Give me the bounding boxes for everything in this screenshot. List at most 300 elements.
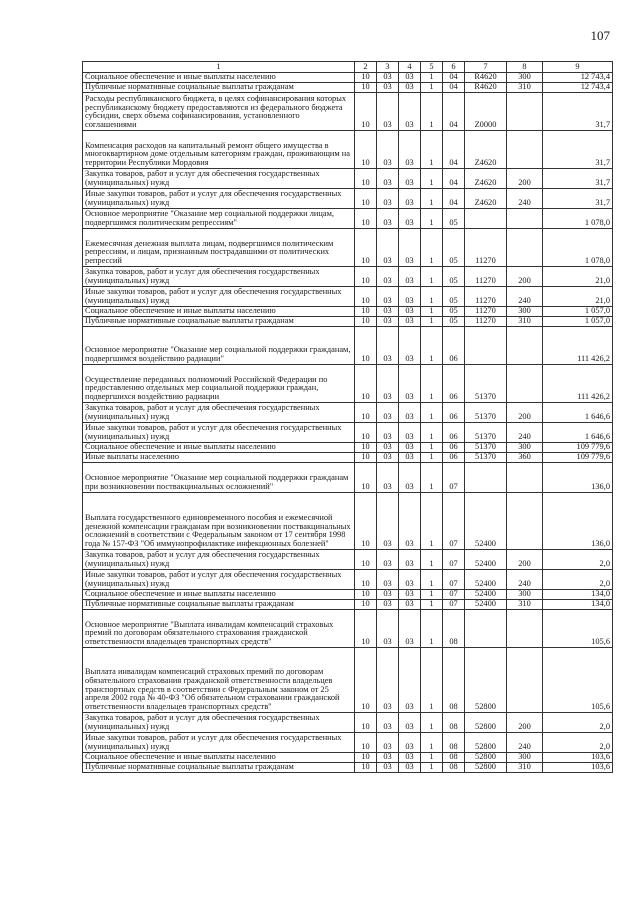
row-c3-cell: 03 bbox=[377, 550, 399, 570]
row-c8-cell: 200 bbox=[507, 267, 543, 287]
row-c3-cell: 03 bbox=[377, 493, 399, 550]
row-c7-cell: Z4620 bbox=[465, 131, 507, 169]
row-c8-cell bbox=[507, 209, 543, 229]
row-c5-cell: 1 bbox=[421, 327, 443, 365]
row-c3-cell: 03 bbox=[377, 463, 399, 493]
row-c4-cell: 03 bbox=[399, 648, 421, 713]
row-c7-cell: 51370 bbox=[465, 423, 507, 443]
row-c2-cell: 10 bbox=[355, 317, 377, 327]
row-c4-cell: 03 bbox=[399, 753, 421, 763]
row-c9-cell: 136,0 bbox=[543, 493, 613, 550]
row-c3-cell: 03 bbox=[377, 423, 399, 443]
row-c5-cell: 1 bbox=[421, 209, 443, 229]
row-c4-cell: 03 bbox=[399, 83, 421, 93]
row-c2-cell: 10 bbox=[355, 307, 377, 317]
row-c2-cell: 10 bbox=[355, 267, 377, 287]
row-c9-cell: 109 779,6 bbox=[543, 443, 613, 453]
row-c9-cell: 21,0 bbox=[543, 287, 613, 307]
row-name-cell: Иные закупки товаров, работ и услуг для обеспечения государственных (муниципальных) нужд bbox=[83, 423, 355, 443]
column-header: 6 bbox=[443, 62, 465, 73]
row-c7-cell bbox=[465, 610, 507, 648]
row-c3-cell: 03 bbox=[377, 287, 399, 307]
row-name-cell: Иные выплаты населению bbox=[83, 453, 355, 463]
row-c2-cell: 10 bbox=[355, 733, 377, 753]
row-c6-cell: 07 bbox=[443, 590, 465, 600]
row-c4-cell: 03 bbox=[399, 493, 421, 550]
table-row bbox=[83, 610, 613, 648]
row-name-cell: Закупка товаров, работ и услуг для обеспечения государственных (муниципальных) нужд bbox=[83, 713, 355, 733]
row-c4-cell: 03 bbox=[399, 209, 421, 229]
row-name-cell: Закупка товаров, работ и услуг для обеспечения государственных (муниципальных) нужд bbox=[83, 169, 355, 189]
row-name-cell: Иные закупки товаров, работ и услуг для обеспечения государственных (муниципальных) нужд bbox=[83, 570, 355, 590]
row-c9-cell: 12 743,4 bbox=[543, 73, 613, 83]
row-c4-cell: 03 bbox=[399, 610, 421, 648]
row-c9-cell: 105,6 bbox=[543, 648, 613, 713]
row-c5-cell: 1 bbox=[421, 648, 443, 713]
row-c6-cell: 07 bbox=[443, 463, 465, 493]
row-c8-cell bbox=[507, 131, 543, 169]
table-row bbox=[83, 365, 613, 403]
row-c4-cell: 03 bbox=[399, 131, 421, 169]
row-c9-cell: 12 743,4 bbox=[543, 83, 613, 93]
row-c6-cell: 07 bbox=[443, 570, 465, 590]
row-c6-cell: 06 bbox=[443, 365, 465, 403]
row-c4-cell: 03 bbox=[399, 713, 421, 733]
row-c8-cell: 310 bbox=[507, 600, 543, 610]
row-name-cell: Основное мероприятие "Оказание мер социальной поддержки гражданам при возникновении поствакцинальных осложнений" bbox=[83, 463, 355, 493]
column-header: 4 bbox=[399, 62, 421, 73]
row-c5-cell: 1 bbox=[421, 287, 443, 307]
row-c5-cell: 1 bbox=[421, 229, 443, 267]
row-c2-cell: 10 bbox=[355, 209, 377, 229]
row-c9-cell: 31,7 bbox=[543, 169, 613, 189]
page-number: 107 bbox=[590, 28, 610, 43]
row-c2-cell: 10 bbox=[355, 713, 377, 733]
row-c3-cell: 03 bbox=[377, 131, 399, 169]
row-c3-cell: 03 bbox=[377, 713, 399, 733]
row-c3-cell: 03 bbox=[377, 590, 399, 600]
row-c8-cell: 310 bbox=[507, 317, 543, 327]
row-c6-cell: 05 bbox=[443, 317, 465, 327]
table-row bbox=[83, 550, 613, 570]
table-row bbox=[83, 713, 613, 733]
row-c5-cell: 1 bbox=[421, 753, 443, 763]
row-c2-cell: 10 bbox=[355, 753, 377, 763]
row-c3-cell: 03 bbox=[377, 267, 399, 287]
table-row bbox=[83, 73, 613, 83]
row-c7-cell: 11270 bbox=[465, 287, 507, 307]
row-c8-cell: 240 bbox=[507, 287, 543, 307]
row-c5-cell: 1 bbox=[421, 189, 443, 209]
row-c8-cell: 310 bbox=[507, 763, 543, 773]
row-c8-cell bbox=[507, 93, 543, 131]
row-c8-cell: 240 bbox=[507, 189, 543, 209]
row-c9-cell: 1 646,6 bbox=[543, 403, 613, 423]
row-c3-cell: 03 bbox=[377, 453, 399, 463]
table-row bbox=[83, 453, 613, 463]
row-c8-cell: 240 bbox=[507, 570, 543, 590]
column-header: 9 bbox=[543, 62, 613, 73]
row-c7-cell: 11270 bbox=[465, 267, 507, 287]
row-c6-cell: 07 bbox=[443, 600, 465, 610]
table-row bbox=[83, 423, 613, 443]
table-row bbox=[83, 189, 613, 209]
row-c4-cell: 03 bbox=[399, 189, 421, 209]
table-row bbox=[83, 763, 613, 773]
row-c6-cell: 06 bbox=[443, 403, 465, 423]
row-c7-cell: R4620 bbox=[465, 73, 507, 83]
row-c2-cell: 10 bbox=[355, 365, 377, 403]
table-row bbox=[83, 443, 613, 453]
row-c8-cell: 200 bbox=[507, 713, 543, 733]
row-c7-cell: 52400 bbox=[465, 570, 507, 590]
row-c2-cell: 10 bbox=[355, 610, 377, 648]
row-c7-cell: 11270 bbox=[465, 307, 507, 317]
row-c4-cell: 03 bbox=[399, 229, 421, 267]
row-c9-cell: 105,6 bbox=[543, 610, 613, 648]
row-c3-cell: 03 bbox=[377, 403, 399, 423]
row-name-cell: Основное мероприятие "Выплата инвалидам компенсаций страховых премий по договорам обязательного страхования гражданской ответственности владельцев транспортных средств" bbox=[83, 610, 355, 648]
row-c8-cell bbox=[507, 648, 543, 713]
row-c9-cell: 134,0 bbox=[543, 600, 613, 610]
row-c2-cell: 10 bbox=[355, 403, 377, 423]
row-c9-cell: 1 646,6 bbox=[543, 423, 613, 443]
row-c9-cell: 1 078,0 bbox=[543, 229, 613, 267]
row-c8-cell bbox=[507, 463, 543, 493]
row-c7-cell: 51370 bbox=[465, 365, 507, 403]
row-c3-cell: 03 bbox=[377, 189, 399, 209]
row-c4-cell: 03 bbox=[399, 307, 421, 317]
row-c8-cell: 300 bbox=[507, 73, 543, 83]
row-name-cell: Публичные нормативные социальные выплаты гражданам bbox=[83, 600, 355, 610]
row-c7-cell: 52400 bbox=[465, 493, 507, 550]
table-row bbox=[83, 287, 613, 307]
row-c6-cell: 04 bbox=[443, 73, 465, 83]
row-c8-cell: 300 bbox=[507, 443, 543, 453]
table-row bbox=[83, 648, 613, 713]
row-c3-cell: 03 bbox=[377, 753, 399, 763]
row-c8-cell: 360 bbox=[507, 453, 543, 463]
row-c3-cell: 03 bbox=[377, 570, 399, 590]
row-c6-cell: 06 bbox=[443, 327, 465, 365]
row-c6-cell: 04 bbox=[443, 169, 465, 189]
table-row bbox=[83, 753, 613, 763]
row-c2-cell: 10 bbox=[355, 453, 377, 463]
row-c7-cell: Z4620 bbox=[465, 169, 507, 189]
row-name-cell: Социальное обеспечение и иные выплаты населению bbox=[83, 73, 355, 83]
row-c6-cell: 07 bbox=[443, 550, 465, 570]
row-c4-cell: 03 bbox=[399, 287, 421, 307]
row-c5-cell: 1 bbox=[421, 93, 443, 131]
row-c5-cell: 1 bbox=[421, 403, 443, 423]
row-c4-cell: 03 bbox=[399, 327, 421, 365]
table-row bbox=[83, 169, 613, 189]
row-c2-cell: 10 bbox=[355, 443, 377, 453]
row-c7-cell: 51370 bbox=[465, 443, 507, 453]
row-c2-cell: 10 bbox=[355, 229, 377, 267]
row-c3-cell: 03 bbox=[377, 610, 399, 648]
row-name-cell: Социальное обеспечение и иные выплаты населению bbox=[83, 753, 355, 763]
row-c6-cell: 08 bbox=[443, 763, 465, 773]
table-row bbox=[83, 83, 613, 93]
row-c9-cell: 2,0 bbox=[543, 570, 613, 590]
row-c6-cell: 06 bbox=[443, 423, 465, 443]
row-c5-cell: 1 bbox=[421, 763, 443, 773]
row-c7-cell: 52400 bbox=[465, 550, 507, 570]
row-name-cell: Публичные нормативные социальные выплаты гражданам bbox=[83, 317, 355, 327]
row-c7-cell: R4620 bbox=[465, 83, 507, 93]
row-c9-cell: 31,7 bbox=[543, 93, 613, 131]
row-c4-cell: 03 bbox=[399, 73, 421, 83]
row-c6-cell: 08 bbox=[443, 713, 465, 733]
row-c4-cell: 03 bbox=[399, 763, 421, 773]
row-c3-cell: 03 bbox=[377, 763, 399, 773]
row-c2-cell: 10 bbox=[355, 327, 377, 365]
row-c7-cell: Z4620 bbox=[465, 189, 507, 209]
row-c8-cell: 200 bbox=[507, 169, 543, 189]
row-c5-cell: 1 bbox=[421, 570, 443, 590]
row-name-cell: Осуществление переданных полномочий Российской Федерации по предоставлению отдельных мер социальной поддержки граждан, подвергшихся воздействию радиации bbox=[83, 365, 355, 403]
row-c5-cell: 1 bbox=[421, 267, 443, 287]
row-name-cell: Расходы республиканского бюджета, в целях софинансирования которых республиканскому бюджету предоставляются из федерального бюджета субсидии, сверх объема софинансирования, установленного соглашениями bbox=[83, 93, 355, 131]
row-c3-cell: 03 bbox=[377, 443, 399, 453]
row-c6-cell: 05 bbox=[443, 307, 465, 317]
row-c9-cell: 1 057,0 bbox=[543, 317, 613, 327]
row-c7-cell: 11270 bbox=[465, 317, 507, 327]
row-c2-cell: 10 bbox=[355, 570, 377, 590]
row-c5-cell: 1 bbox=[421, 733, 443, 753]
row-c9-cell: 2,0 bbox=[543, 713, 613, 733]
row-c3-cell: 03 bbox=[377, 169, 399, 189]
row-c2-cell: 10 bbox=[355, 600, 377, 610]
row-c7-cell: 52800 bbox=[465, 733, 507, 753]
row-c3-cell: 03 bbox=[377, 600, 399, 610]
row-c3-cell: 03 bbox=[377, 209, 399, 229]
row-c2-cell: 10 bbox=[355, 83, 377, 93]
row-c4-cell: 03 bbox=[399, 423, 421, 443]
row-c6-cell: 05 bbox=[443, 229, 465, 267]
row-c5-cell: 1 bbox=[421, 610, 443, 648]
row-c5-cell: 1 bbox=[421, 317, 443, 327]
row-c5-cell: 1 bbox=[421, 463, 443, 493]
row-c8-cell: 240 bbox=[507, 733, 543, 753]
row-c2-cell: 10 bbox=[355, 550, 377, 570]
row-c4-cell: 03 bbox=[399, 365, 421, 403]
row-c2-cell: 10 bbox=[355, 189, 377, 209]
row-c4-cell: 03 bbox=[399, 590, 421, 600]
row-c8-cell: 200 bbox=[507, 403, 543, 423]
row-name-cell: Закупка товаров, работ и услуг для обеспечения государственных (муниципальных) нужд bbox=[83, 267, 355, 287]
row-c3-cell: 03 bbox=[377, 733, 399, 753]
table-row bbox=[83, 590, 613, 600]
row-c6-cell: 07 bbox=[443, 493, 465, 550]
row-c5-cell: 1 bbox=[421, 493, 443, 550]
row-c3-cell: 03 bbox=[377, 327, 399, 365]
row-c5-cell: 1 bbox=[421, 443, 443, 453]
row-c6-cell: 05 bbox=[443, 287, 465, 307]
row-c3-cell: 03 bbox=[377, 365, 399, 403]
row-c7-cell: 52800 bbox=[465, 763, 507, 773]
row-c4-cell: 03 bbox=[399, 169, 421, 189]
row-name-cell: Публичные нормативные социальные выплаты гражданам bbox=[83, 83, 355, 93]
row-name-cell: Иные закупки товаров, работ и услуг для обеспечения государственных (муниципальных) нужд bbox=[83, 733, 355, 753]
row-c8-cell bbox=[507, 229, 543, 267]
row-c2-cell: 10 bbox=[355, 131, 377, 169]
row-c7-cell: 52800 bbox=[465, 713, 507, 733]
row-name-cell: Публичные нормативные социальные выплаты гражданам bbox=[83, 763, 355, 773]
row-c6-cell: 08 bbox=[443, 733, 465, 753]
row-c4-cell: 03 bbox=[399, 403, 421, 423]
row-c5-cell: 1 bbox=[421, 453, 443, 463]
row-c8-cell bbox=[507, 327, 543, 365]
row-c2-cell: 10 bbox=[355, 493, 377, 550]
row-name-cell: Основное мероприятие "Оказание мер социальной поддержки лицам, подвергшимся политическим репрессиям" bbox=[83, 209, 355, 229]
table-row bbox=[83, 570, 613, 590]
row-name-cell: Выплата инвалидам компенсаций страховых премий по договорам обязательного страхования гражданской ответственности владельцев транспортных средств в соответствии с Федеральным законом от 25 апреля 2002 года № 40-ФЗ "Об обязательном страховании гражданской ответственности владельцев транспортных средств" bbox=[83, 648, 355, 713]
row-c2-cell: 10 bbox=[355, 93, 377, 131]
row-c5-cell: 1 bbox=[421, 713, 443, 733]
column-header: 5 bbox=[421, 62, 443, 73]
table-row bbox=[83, 317, 613, 327]
table-header-row bbox=[83, 62, 613, 73]
row-c5-cell: 1 bbox=[421, 131, 443, 169]
row-c5-cell: 1 bbox=[421, 590, 443, 600]
row-c3-cell: 03 bbox=[377, 83, 399, 93]
row-c9-cell: 111 426,2 bbox=[543, 327, 613, 365]
row-c9-cell: 2,0 bbox=[543, 733, 613, 753]
row-c7-cell bbox=[465, 209, 507, 229]
row-c7-cell: 11270 bbox=[465, 229, 507, 267]
row-name-cell: Закупка товаров, работ и услуг для обеспечения государственных (муниципальных) нужд bbox=[83, 550, 355, 570]
row-name-cell: Ежемесячная денежная выплата лицам, подвергшимся политическим репрессиям, и лицам, признанным пострадавшими от политических репрессий bbox=[83, 229, 355, 267]
row-c7-cell: 51370 bbox=[465, 453, 507, 463]
table-row bbox=[83, 93, 613, 131]
row-c2-cell: 10 bbox=[355, 648, 377, 713]
row-c4-cell: 03 bbox=[399, 93, 421, 131]
row-c5-cell: 1 bbox=[421, 550, 443, 570]
row-c4-cell: 03 bbox=[399, 570, 421, 590]
row-c6-cell: 04 bbox=[443, 189, 465, 209]
row-c7-cell: 52400 bbox=[465, 600, 507, 610]
row-c8-cell: 310 bbox=[507, 83, 543, 93]
row-c8-cell: 200 bbox=[507, 550, 543, 570]
row-c6-cell: 04 bbox=[443, 93, 465, 131]
table-row bbox=[83, 733, 613, 753]
row-c2-cell: 10 bbox=[355, 73, 377, 83]
column-header: 3 bbox=[377, 62, 399, 73]
row-c7-cell: 52800 bbox=[465, 753, 507, 763]
row-c6-cell: 04 bbox=[443, 131, 465, 169]
table-row bbox=[83, 229, 613, 267]
row-c8-cell: 300 bbox=[507, 590, 543, 600]
table-row bbox=[83, 209, 613, 229]
row-c7-cell: 51370 bbox=[465, 403, 507, 423]
table-body bbox=[83, 73, 613, 773]
table-row bbox=[83, 493, 613, 550]
row-c6-cell: 05 bbox=[443, 209, 465, 229]
row-c2-cell: 10 bbox=[355, 463, 377, 493]
row-name-cell: Социальное обеспечение и иные выплаты населению bbox=[83, 307, 355, 317]
table-row bbox=[83, 327, 613, 365]
column-header: 1 bbox=[83, 62, 355, 73]
row-c9-cell: 136,0 bbox=[543, 463, 613, 493]
row-c7-cell: 52800 bbox=[465, 648, 507, 713]
row-c8-cell: 300 bbox=[507, 307, 543, 317]
row-c5-cell: 1 bbox=[421, 365, 443, 403]
row-c3-cell: 03 bbox=[377, 317, 399, 327]
row-c3-cell: 03 bbox=[377, 93, 399, 131]
row-c2-cell: 10 bbox=[355, 287, 377, 307]
row-name-cell: Иные закупки товаров, работ и услуг для обеспечения государственных (муниципальных) нужд bbox=[83, 189, 355, 209]
row-name-cell: Социальное обеспечение и иные выплаты населению bbox=[83, 590, 355, 600]
row-c5-cell: 1 bbox=[421, 73, 443, 83]
row-c8-cell bbox=[507, 365, 543, 403]
row-c9-cell: 103,6 bbox=[543, 763, 613, 773]
row-c9-cell: 109 779,6 bbox=[543, 453, 613, 463]
row-c4-cell: 03 bbox=[399, 267, 421, 287]
row-c7-cell bbox=[465, 463, 507, 493]
row-c9-cell: 103,6 bbox=[543, 753, 613, 763]
budget-table bbox=[82, 61, 613, 773]
row-name-cell: Иные закупки товаров, работ и услуг для обеспечения государственных (муниципальных) нужд bbox=[83, 287, 355, 307]
row-c3-cell: 03 bbox=[377, 307, 399, 317]
row-c4-cell: 03 bbox=[399, 463, 421, 493]
row-c3-cell: 03 bbox=[377, 229, 399, 267]
row-c9-cell: 2,0 bbox=[543, 550, 613, 570]
row-c9-cell: 21,0 bbox=[543, 267, 613, 287]
row-name-cell: Компенсация расходов на капитальный ремонт общего имущества в многоквартирном доме отдельным категориям граждан, проживающим на территории Республики Мордовия bbox=[83, 131, 355, 169]
row-c9-cell: 1 078,0 bbox=[543, 209, 613, 229]
table-row bbox=[83, 131, 613, 169]
row-c8-cell bbox=[507, 493, 543, 550]
row-c5-cell: 1 bbox=[421, 307, 443, 317]
row-name-cell: Социальное обеспечение и иные выплаты населению bbox=[83, 443, 355, 453]
row-c4-cell: 03 bbox=[399, 550, 421, 570]
column-header: 7 bbox=[465, 62, 507, 73]
row-c9-cell: 1 057,0 bbox=[543, 307, 613, 317]
row-c4-cell: 03 bbox=[399, 600, 421, 610]
row-c8-cell bbox=[507, 610, 543, 648]
column-header: 8 bbox=[507, 62, 543, 73]
row-c4-cell: 03 bbox=[399, 733, 421, 753]
row-c7-cell: Z0000 bbox=[465, 93, 507, 131]
row-c6-cell: 05 bbox=[443, 267, 465, 287]
row-c6-cell: 08 bbox=[443, 648, 465, 713]
row-c7-cell bbox=[465, 327, 507, 365]
row-c6-cell: 06 bbox=[443, 443, 465, 453]
row-c8-cell: 240 bbox=[507, 423, 543, 443]
row-name-cell: Закупка товаров, работ и услуг для обеспечения государственных (муниципальных) нужд bbox=[83, 403, 355, 423]
row-c6-cell: 04 bbox=[443, 83, 465, 93]
row-c4-cell: 03 bbox=[399, 317, 421, 327]
row-name-cell: Выплата государственного единовременного пособия и ежемесячной денежной компенсации гражданам при возникновении поствакцинальных осложнений в соответствии с Федеральным законом от 17 сентября 1998 года № 157-ФЗ "Об иммунопрофилактике инфекционных болезней" bbox=[83, 493, 355, 550]
row-c4-cell: 03 bbox=[399, 453, 421, 463]
table-row bbox=[83, 463, 613, 493]
row-c2-cell: 10 bbox=[355, 590, 377, 600]
row-c2-cell: 10 bbox=[355, 169, 377, 189]
table-row bbox=[83, 307, 613, 317]
row-c3-cell: 03 bbox=[377, 648, 399, 713]
row-name-cell: Основное мероприятие "Оказание мер социальной поддержки гражданам, подвергшимся воздействию радиации" bbox=[83, 327, 355, 365]
row-c6-cell: 08 bbox=[443, 610, 465, 648]
row-c5-cell: 1 bbox=[421, 169, 443, 189]
row-c2-cell: 10 bbox=[355, 423, 377, 443]
row-c4-cell: 03 bbox=[399, 443, 421, 453]
row-c7-cell: 52400 bbox=[465, 590, 507, 600]
row-c8-cell: 300 bbox=[507, 753, 543, 763]
row-c9-cell: 111 426,2 bbox=[543, 365, 613, 403]
row-c6-cell: 06 bbox=[443, 453, 465, 463]
